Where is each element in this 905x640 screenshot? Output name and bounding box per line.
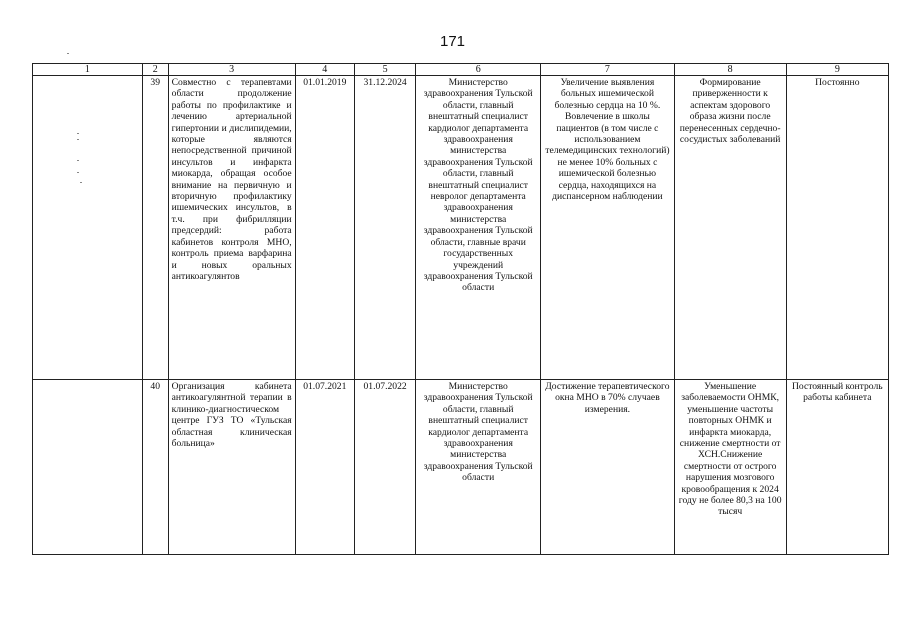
expected-result-cell: Увеличение выявления больных ишемической болезнью сердца на 10 %. Вовлечение в школы пациентов (в том числе с использованием телемедицинских технологий) не менее 10% больных с ишемической болезнью сердца, находящихся на диспансерном наблюдении — [541, 76, 675, 380]
expected-result-cell: Достижение терапевтического окна МНО в 70% случаев измерения. — [541, 380, 675, 555]
column-header: 1 — [33, 64, 143, 76]
column-header: 2 — [142, 64, 168, 76]
effect-cell: Формирование приверженности к аспектам здорового образа жизни после перенесенных сердечно-сосудистых заболеваний — [674, 76, 786, 380]
page-number: 171 — [439, 33, 466, 50]
table-row — [33, 380, 889, 555]
responsible-cell: Министерство здравоохранения Тульской области, главный внештатный специалист кардиолог департамента здравоохранения министерства здравоохранения Тульской области — [416, 380, 541, 555]
measure-description-cell: Организация кабинета антикоагулянтной терапии в клинико-диагностическом центре ГУЗ ТО «Тульская областная клиническая больница» — [168, 380, 295, 555]
end-date-cell: 01.07.2022 — [354, 380, 415, 555]
measure-description-cell: Совместно с терапевтами области продолжение работы по профилактике и лечению артериальной гипертонии и дислипидемии, которые являются непосредственной причиной инсультов и инфаркта миокарда, обращая особое внимание на первичную и вторичную профилактику ишемических инсультов, в т.ч. при фибрилляции предсердий: работа кабинетов контроля МНО, контроль приема варфарина и новых оральных антикоагулянтов — [168, 76, 295, 380]
row-number-cell: 39 — [142, 76, 168, 380]
row-col1-cell — [33, 380, 143, 555]
end-date-cell: 31.12.2024 — [354, 76, 415, 380]
column-header: 7 — [541, 64, 675, 76]
column-header: 4 — [295, 64, 354, 76]
effect-cell: Уменьшение заболеваемости ОНМК, уменьшение частоты повторных ОНМК и инфаркта миокарда, снижение смертности от ХСН.Снижение смертности от острого нарушения мозгового кровообращения к 2024 году не более 80,3 на 100 тысяч — [674, 380, 786, 555]
measures-table — [32, 63, 889, 555]
column-header: 5 — [354, 64, 415, 76]
scan-speck — [67, 53, 69, 54]
column-header: 9 — [786, 64, 888, 76]
start-date-cell: 01.07.2021 — [295, 380, 354, 555]
periodicity-cell: Постоянно — [786, 76, 888, 380]
row-col1-cell — [33, 76, 143, 380]
start-date-cell: 01.01.2019 — [295, 76, 354, 380]
responsible-cell: Министерство здравоохранения Тульской области, главный внештатный специалист кардиолог департамента здравоохранения министерства здравоохранения Тульской области, главный внештатный специалист невролог департамента здравоохранения министерства здравоохранения Тульской области, главные врачи государственных учреждений здравоохранения Тульской области — [416, 76, 541, 380]
column-header: 8 — [674, 64, 786, 76]
periodicity-cell: Постоянный контроль работы кабинета — [786, 380, 888, 555]
row-number-cell: 40 — [142, 380, 168, 555]
column-header: 6 — [416, 64, 541, 76]
column-header: 3 — [168, 64, 295, 76]
table-row — [33, 76, 889, 380]
column-number-row — [33, 64, 889, 76]
